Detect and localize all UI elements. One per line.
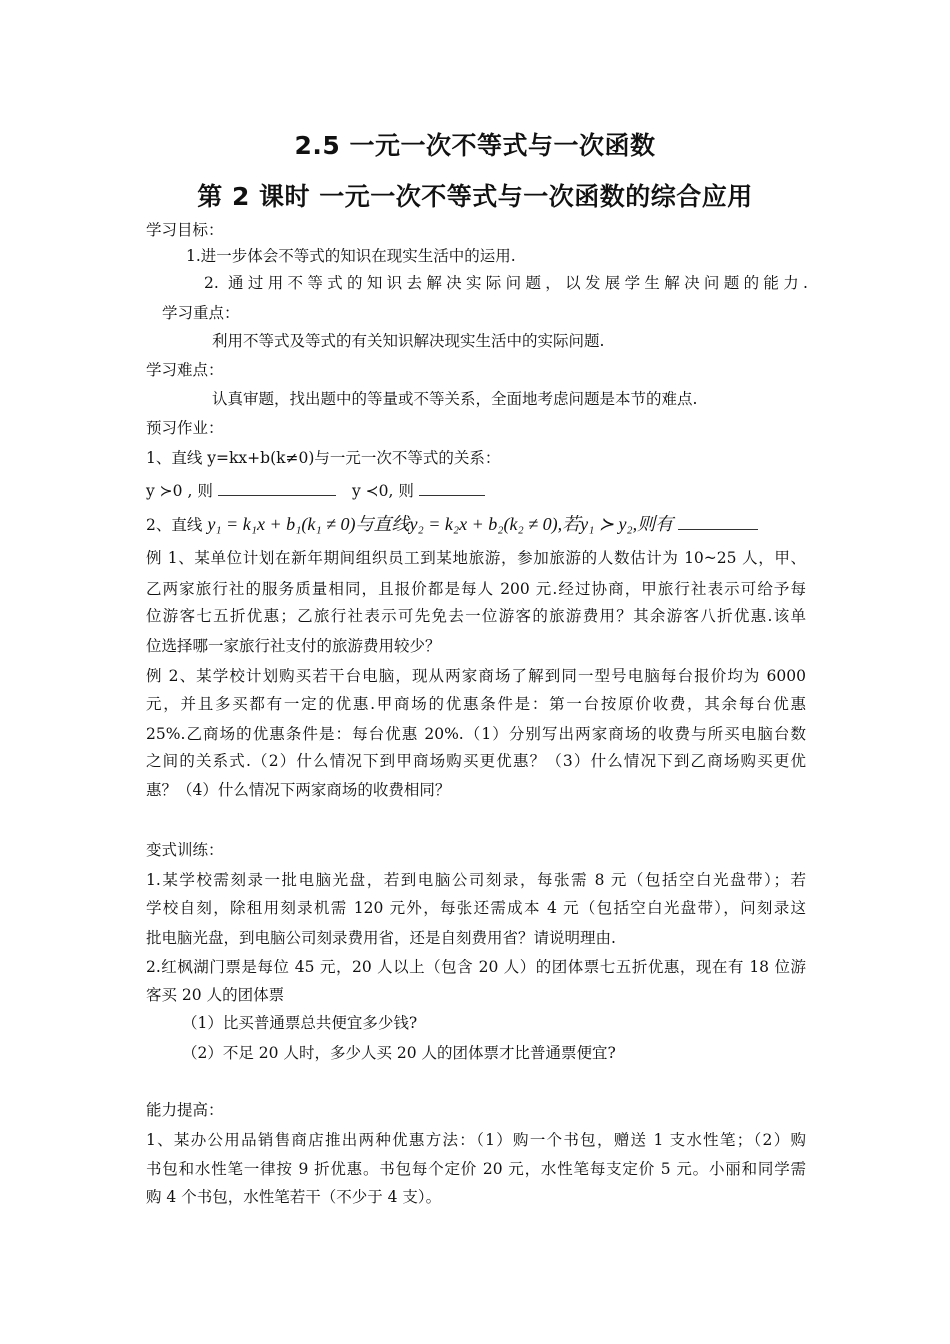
variant-2-line-2: 客买 20 人的团体票	[146, 986, 285, 1004]
preview-item-1a	[146, 481, 336, 501]
objective-2: 2. 通过用不等式的知识去解决实际问题，以发展学生解决问题的能力.	[204, 274, 808, 292]
variant-2-line-1: 2.红枫湖门票是每位 45 元，20 人以上（包含 20 人）的团体票七五折优惠，现在有 18 位游	[146, 958, 806, 976]
variant-2-question-1: （1）比买普通票总共便宜多少钱?	[182, 1014, 418, 1032]
preview-item-1a-text: y ≻0 , 则	[146, 482, 213, 500]
answer-blank-2[interactable]	[678, 515, 758, 530]
ability-1-line-1: 1、某办公用品销售商店推出两种优惠方法：（1）购一个书包，赠送 1 支水性笔；（2）购	[146, 1131, 806, 1149]
preview-item-2	[146, 514, 758, 535]
variant-1-line-1: 1.某学校需刻录一批电脑光盘，若到电脑公司刻录，每张需 8 元（包括空白光盘带）；若	[146, 871, 806, 889]
preview-item-1b-text: y ≺0, 则	[352, 482, 414, 500]
difficulty-heading: 学习难点：	[146, 361, 224, 379]
preview-item-2-formula: y₁ = k₁x + b₁(k₁ ≠ 0)与直线y₂ = k₂x + b₂(k₂ ≠ 0),若y₁ ≻ y₂,则有	[207, 514, 674, 534]
example-2-line-4: 之间的关系式.（2）什么情况下到甲商场购买更优惠？（3）什么情况下到乙商场购买更优	[146, 752, 806, 770]
focus-text: 利用不等式及等式的有关知识解决现实生活中的实际问题.	[212, 332, 605, 350]
variant-2-question-2: （2）不足 20 人时，多少人买 20 人的团体票才比普通票便宜?	[182, 1044, 616, 1062]
example-1-line-2: 乙两家旅行社的服务质量相同，且报价都是每人 200 元.经过协商，甲旅行社表示可给予每	[146, 580, 806, 598]
example-2-line-3: 25%.乙商场的优惠条件是：每台优惠 20%.（1）分别写出两家商场的收费与所买电脑台数	[146, 725, 806, 743]
answer-blank-1a[interactable]	[218, 481, 336, 496]
example-2-line-5: 惠？（4）什么情况下两家商场的收费相同？	[146, 781, 451, 799]
example-2-line-1: 例 2、某学校计划购买若干台电脑，现从两家商场了解到同一型号电脑每台报价均为 6000	[146, 667, 806, 685]
preview-item-1b	[352, 481, 485, 501]
ability-1-line-3: 购 4 个书包，水性笔若干（不少于 4 支）。	[146, 1188, 442, 1206]
lesson-subtitle: 第 2 课时 一元一次不等式与一次函数的综合应用	[197, 182, 753, 211]
ability-heading: 能力提高：	[146, 1101, 224, 1119]
preview-item-2-prefix: 2、直线	[146, 516, 203, 534]
answer-blank-1b[interactable]	[419, 481, 485, 496]
example-2-line-2: 元，并且多买都有一定的优惠.甲商场的优惠条件是：第一台按原价收费，其余每台优惠	[146, 695, 806, 713]
example-1-line-3: 位游客七五折优惠；乙旅行社表示可先免去一位游客的旅游费用？其余游客八折优惠.该单	[146, 607, 806, 625]
difficulty-text: 认真审题，找出题中的等量或不等关系，全面地考虑问题是本节的难点.	[212, 390, 698, 408]
variant-heading: 变式训练：	[146, 841, 224, 859]
ability-1-line-2: 书包和水性笔一律按 9 折优惠。书包每个定价 20 元，水性笔每支定价 5 元。小丽和同学需	[146, 1160, 806, 1178]
variant-1-line-2: 学校自刻，除租用刻录机需 120 元外，每张还需成本 4 元（包括空白光盘带），问刻录这	[146, 899, 806, 917]
preview-heading: 预习作业：	[146, 419, 224, 437]
objective-1: 1.进一步体会不等式的知识在现实生活中的运用.	[186, 247, 516, 265]
example-1-line-1: 例 1、某单位计划在新年期间组织员工到某地旅游，参加旅游的人数估计为 10~25 人，甲、	[146, 549, 806, 567]
objectives-heading: 学习目标：	[146, 221, 224, 239]
preview-item-1: 1、直线 y=kx+b(k≠0)与一元一次不等式的关系：	[146, 449, 501, 467]
focus-heading: 学习重点：	[162, 304, 240, 322]
lesson-title: 2.5 一元一次不等式与一次函数	[294, 131, 656, 160]
variant-1-line-3: 批电脑光盘，到电脑公司刻录费用省，还是自刻费用省？请说明理由.	[146, 929, 616, 947]
example-1-line-4: 位选择哪一家旅行社支付的旅游费用较少？	[146, 637, 441, 655]
